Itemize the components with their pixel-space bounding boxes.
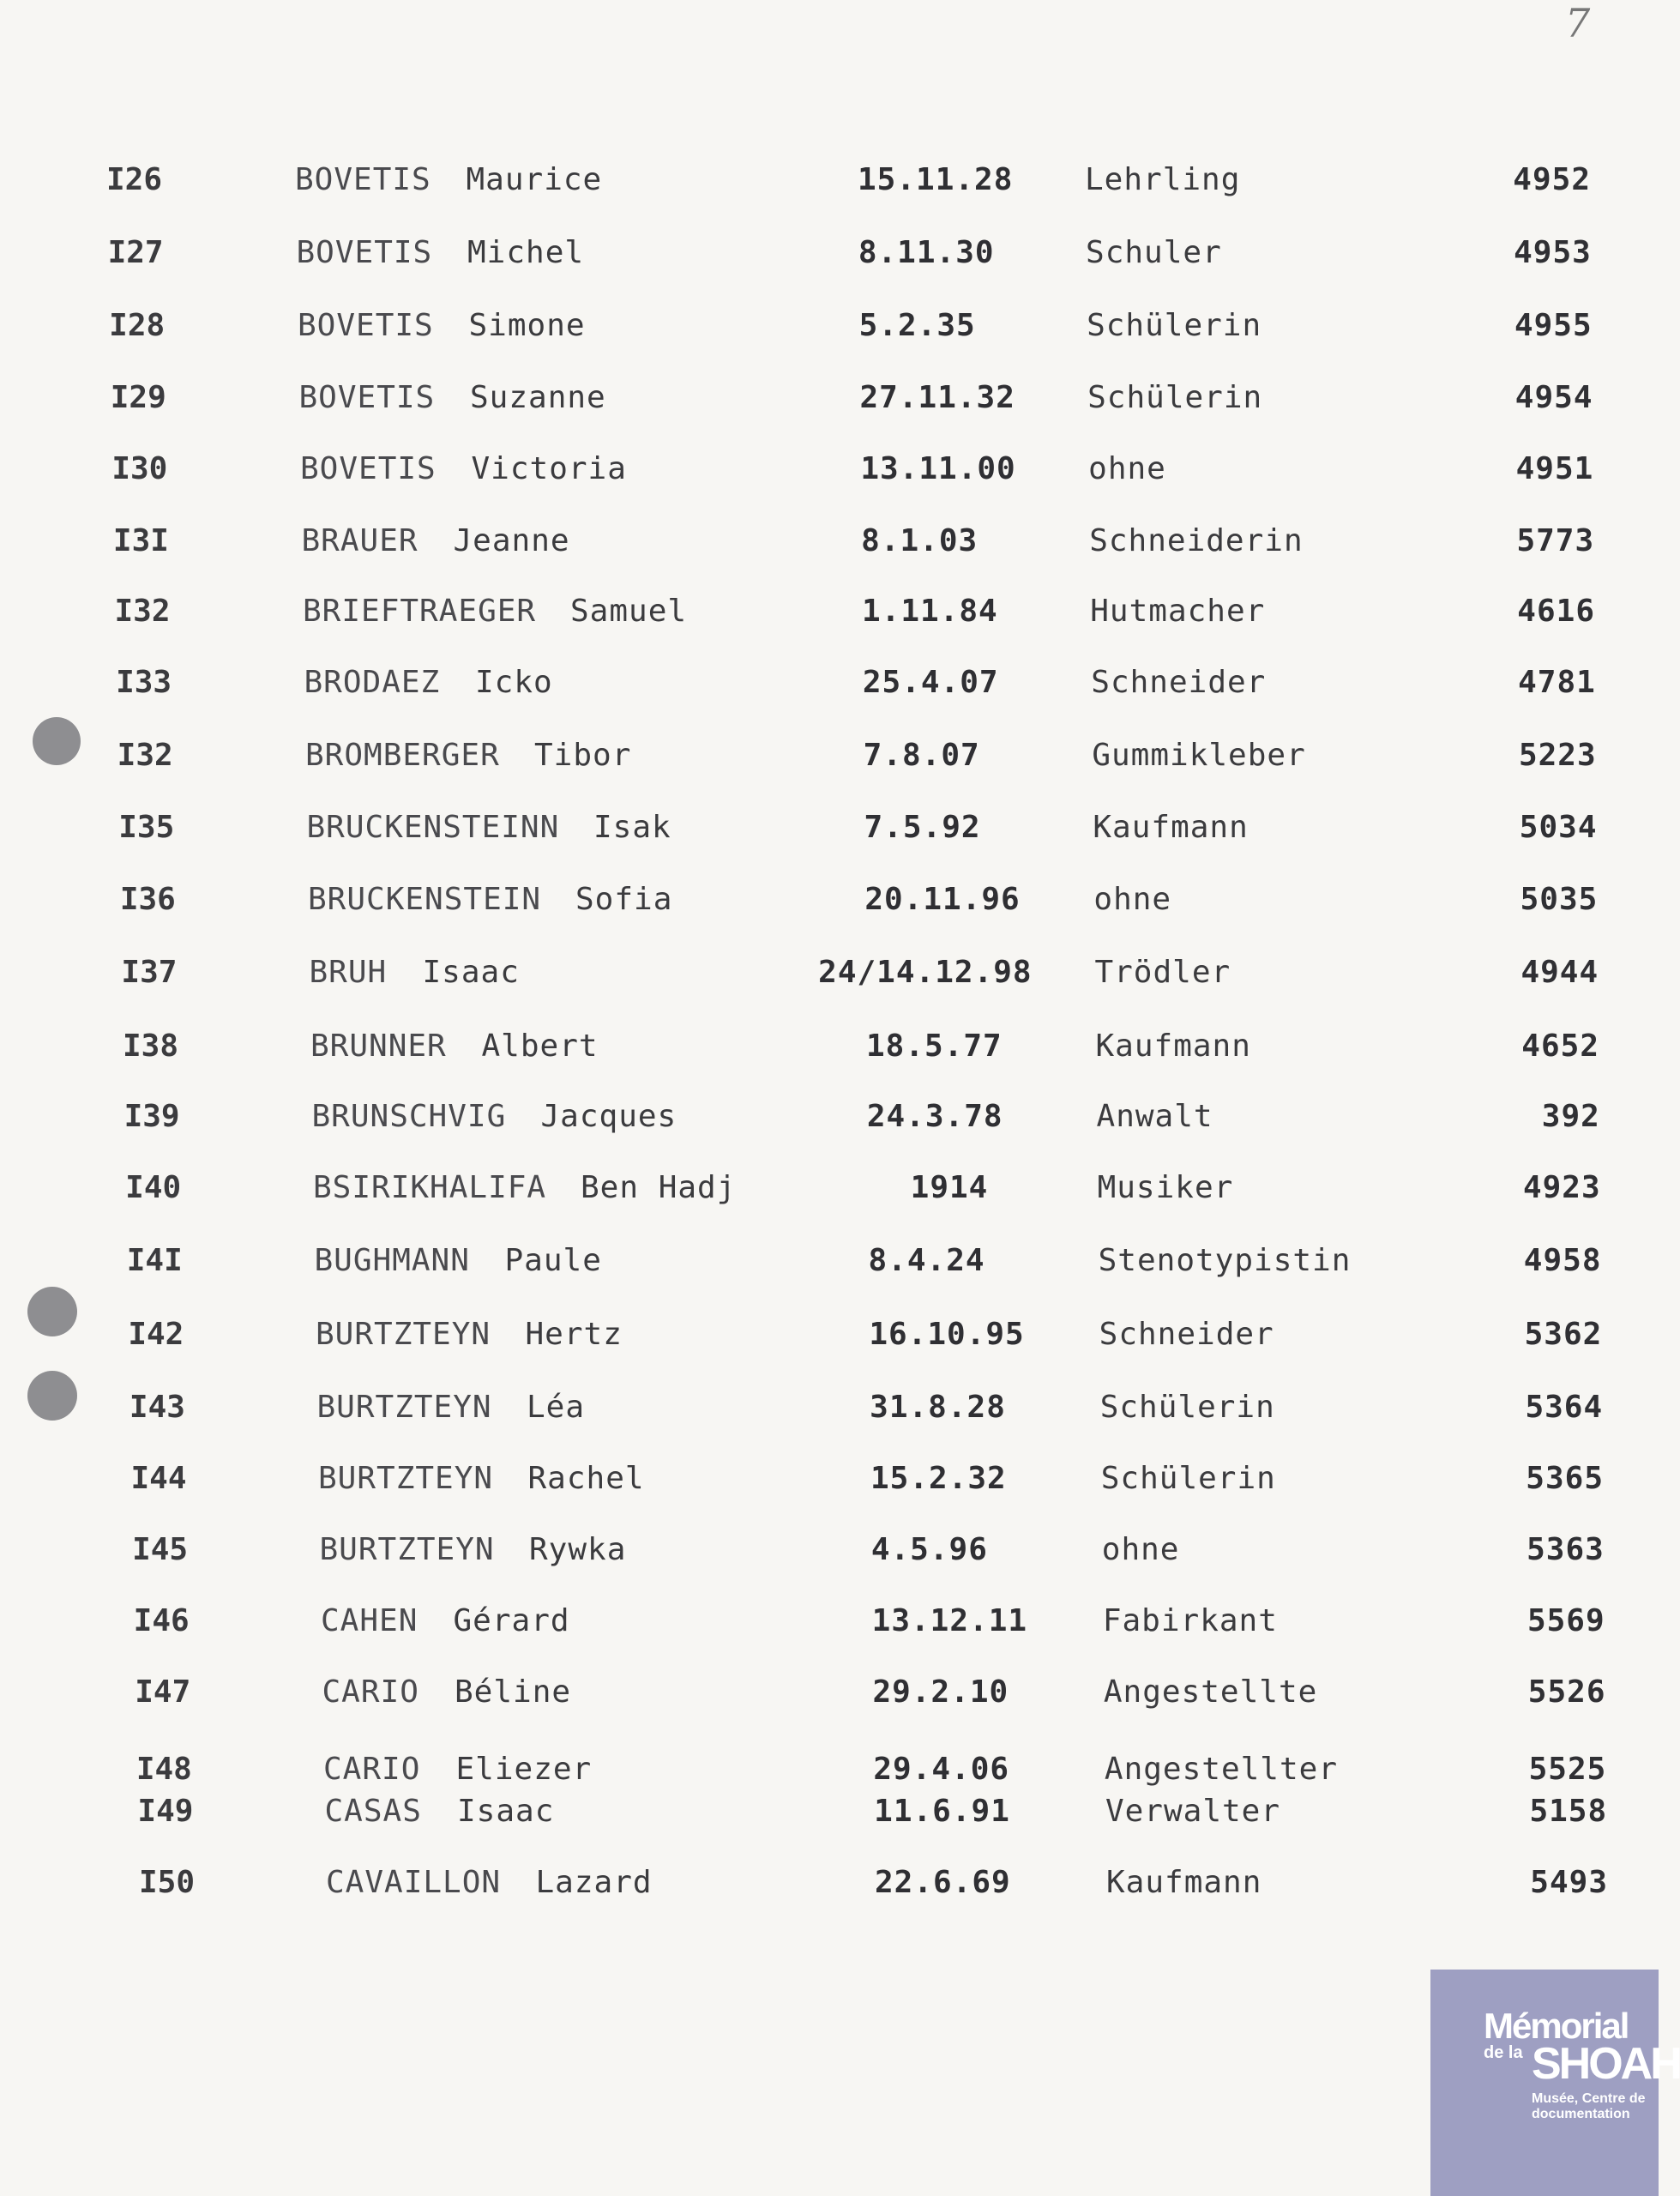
- occupation: Schülerin: [1087, 380, 1263, 415]
- table-row: [0, 1382, 1659, 1433]
- firstname: Béline: [455, 1674, 572, 1710]
- row-number: I29: [110, 380, 166, 415]
- row-number: I48: [135, 1752, 192, 1787]
- surname: BURTZTEYN: [319, 1532, 495, 1567]
- surname: BRUNNER: [310, 1029, 447, 1064]
- surname: CAVAILLON: [326, 1865, 502, 1900]
- surname: BRODAEZ: [304, 665, 441, 700]
- row-number: I33: [116, 665, 172, 700]
- birth-date: 22.6.69: [875, 1865, 1011, 1900]
- row-number: I43: [129, 1390, 185, 1425]
- firstname: Rywka: [529, 1532, 627, 1567]
- occupation: Anwalt: [1096, 1099, 1213, 1134]
- firstname: Michel: [467, 235, 585, 270]
- surname: BRUCKENSTEINN: [306, 810, 560, 845]
- firstname: Samuel: [570, 594, 688, 629]
- surname: BOVETIS: [295, 162, 431, 197]
- occupation: Schuler: [1086, 235, 1222, 270]
- surname: BRIEFTRAEGER: [303, 594, 537, 629]
- surname: BURTZTEYN: [316, 1317, 491, 1352]
- table-row: [0, 1786, 1659, 1837]
- occupation: Hutmacher: [1090, 594, 1266, 629]
- surname: BRUH: [309, 955, 388, 990]
- record-number: 5363: [1526, 1532, 1605, 1567]
- surname: BOVETIS: [296, 235, 433, 270]
- birth-date: 8.1.03: [861, 523, 978, 558]
- occupation: Gummikleber: [1092, 738, 1306, 773]
- table-row: [0, 300, 1659, 352]
- firstname: Victoria: [471, 451, 627, 486]
- table-row: [0, 1021, 1659, 1072]
- record-number: 5223: [1518, 738, 1597, 773]
- row-number: I42: [128, 1317, 184, 1352]
- table-row: [0, 516, 1659, 567]
- record-number: 5773: [1516, 523, 1595, 558]
- row-number: I35: [118, 810, 175, 845]
- row-number: I37: [121, 955, 178, 990]
- birth-date: 31.8.28: [870, 1390, 1006, 1425]
- row-number: I49: [137, 1794, 194, 1829]
- occupation: Kaufmann: [1093, 810, 1249, 845]
- surname: BUGHMANN: [314, 1243, 470, 1278]
- record-number: 5364: [1525, 1390, 1604, 1425]
- birth-date: 7.8.07: [863, 738, 980, 773]
- occupation: Fabirkant: [1102, 1603, 1278, 1638]
- firstname: Léa: [527, 1390, 586, 1425]
- table-row: [0, 1667, 1659, 1718]
- row-number: I44: [130, 1461, 187, 1496]
- logo-text: de la: [1484, 2043, 1523, 2062]
- table-row: [0, 657, 1659, 709]
- birth-date: 1914: [910, 1170, 989, 1205]
- table-row: [0, 443, 1659, 495]
- firstname: Maurice: [466, 162, 603, 197]
- table-row: [0, 874, 1659, 926]
- record-number: 5493: [1530, 1865, 1608, 1900]
- row-number: I3I: [112, 523, 169, 558]
- birth-date: 20.11.96: [864, 882, 1021, 917]
- table-row: [0, 802, 1659, 854]
- occupation: ohne: [1093, 882, 1172, 917]
- table-row: [0, 227, 1659, 279]
- firstname: Suzanne: [470, 380, 606, 415]
- occupation: Schneider: [1091, 665, 1267, 700]
- row-number: I46: [133, 1603, 190, 1638]
- birth-date: 16.10.95: [869, 1317, 1025, 1352]
- record-number: 4923: [1522, 1170, 1601, 1205]
- firstname: Gérard: [453, 1603, 570, 1638]
- table-row: [0, 372, 1659, 424]
- occupation: Schneider: [1099, 1317, 1274, 1352]
- firstname: Isak: [593, 810, 671, 845]
- table-row: [0, 1235, 1659, 1287]
- birth-date: 27.11.32: [859, 380, 1015, 415]
- row-number: I4I: [126, 1243, 183, 1278]
- surname: BOVETIS: [298, 380, 436, 415]
- page-number-mark: 7: [1565, 0, 1591, 46]
- birth-date: 24.3.78: [866, 1099, 1003, 1134]
- birth-date: 25.4.07: [862, 665, 999, 700]
- surname: BROMBERGER: [305, 738, 500, 773]
- record-number: 4952: [1513, 162, 1591, 197]
- birth-date: 4.5.96: [870, 1532, 988, 1567]
- record-number: 4958: [1523, 1243, 1602, 1278]
- occupation: Angestellte: [1103, 1674, 1318, 1710]
- surname: CARIO: [322, 1674, 419, 1710]
- row-number: I28: [109, 308, 166, 343]
- row-number: I26: [106, 162, 163, 197]
- birth-date: 24/14.12.98: [818, 955, 1033, 990]
- firstname: Tibor: [534, 738, 632, 773]
- firstname: Ben Hadj: [581, 1170, 737, 1205]
- record-number: 4951: [1515, 451, 1594, 486]
- logo-text: Musée, Centre de documentation: [1532, 2091, 1646, 2121]
- occupation: Kaufmann: [1095, 1029, 1251, 1064]
- occupation: Schülerin: [1087, 308, 1262, 343]
- row-number: I45: [132, 1532, 189, 1567]
- firstname: Lazard: [535, 1865, 653, 1900]
- birth-date: 8.4.24: [868, 1243, 985, 1278]
- record-number: 5365: [1526, 1461, 1604, 1496]
- row-number: I32: [117, 738, 173, 773]
- birth-date: 29.2.10: [872, 1674, 1009, 1710]
- firstname: Jacques: [540, 1099, 677, 1134]
- table-row: [0, 947, 1659, 998]
- surname: CAHEN: [321, 1603, 418, 1638]
- birth-date: 1.11.84: [862, 594, 998, 629]
- birth-date: 8.11.30: [858, 235, 995, 270]
- surname: BOVETIS: [300, 451, 437, 486]
- firstname: Isaac: [422, 955, 520, 990]
- firstname: Albert: [481, 1029, 599, 1064]
- birth-date: 29.4.06: [873, 1752, 1010, 1787]
- record-number: 392: [1541, 1099, 1600, 1134]
- birth-date: 15.2.32: [870, 1461, 1007, 1496]
- table-row: [0, 1091, 1659, 1143]
- occupation: Stenotypistin: [1098, 1243, 1352, 1278]
- row-number: I36: [119, 882, 176, 917]
- table-row: [0, 586, 1659, 637]
- record-number: 5525: [1528, 1752, 1607, 1787]
- occupation: Verwalter: [1105, 1794, 1281, 1829]
- firstname: Rachel: [527, 1461, 645, 1496]
- birth-date: 7.5.92: [864, 810, 981, 845]
- logo-text: Mémorial: [1484, 2006, 1629, 2046]
- record-number: 4955: [1514, 308, 1593, 343]
- record-number: 4652: [1521, 1029, 1599, 1064]
- firstname: Isaac: [457, 1794, 555, 1829]
- firstname: Hertz: [525, 1317, 623, 1352]
- surname: BRAUER: [301, 523, 418, 558]
- birth-date: 15.11.28: [858, 162, 1014, 197]
- firstname: Simone: [468, 308, 586, 343]
- firstname: Eliezer: [455, 1752, 593, 1787]
- table-row: [0, 1524, 1659, 1576]
- record-number: 5362: [1524, 1317, 1603, 1352]
- row-number: I50: [139, 1865, 196, 1900]
- table-row: [0, 730, 1659, 781]
- table-row: [0, 1857, 1659, 1909]
- occupation: ohne: [1101, 1532, 1180, 1567]
- row-number: I32: [114, 594, 171, 629]
- occupation: Trödler: [1094, 955, 1231, 990]
- birth-date: 18.5.77: [866, 1029, 1003, 1064]
- surname: BSIRIKHALIFA: [313, 1170, 547, 1205]
- record-number: 5035: [1520, 882, 1599, 917]
- occupation: Lehrling: [1085, 162, 1241, 197]
- firstname: Icko: [475, 665, 553, 700]
- firstname: Sofia: [575, 882, 673, 917]
- table-row: [0, 1453, 1659, 1505]
- table-row: [0, 154, 1659, 206]
- surname: BOVETIS: [298, 308, 434, 343]
- surname: BRUNSCHVIG: [311, 1099, 507, 1134]
- occupation: Schneiderin: [1089, 523, 1304, 558]
- surname: BURTZTEYN: [318, 1461, 494, 1496]
- record-number: 4954: [1514, 380, 1593, 415]
- record-number: 4616: [1517, 594, 1595, 629]
- birth-date: 13.12.11: [871, 1603, 1028, 1638]
- row-number: I30: [111, 451, 168, 486]
- birth-date: 13.11.00: [860, 451, 1016, 486]
- table-row: [0, 1162, 1659, 1214]
- record-number: 5526: [1527, 1674, 1606, 1710]
- logo-text: SHOAH: [1532, 2039, 1680, 2089]
- row-number: I38: [123, 1029, 179, 1064]
- surname: CARIO: [323, 1752, 421, 1787]
- occupation: Angestellter: [1104, 1752, 1338, 1787]
- firstname: Jeanne: [453, 523, 570, 558]
- record-number: 4781: [1518, 665, 1596, 700]
- birth-date: 5.2.35: [858, 308, 976, 343]
- row-number: I40: [125, 1170, 182, 1205]
- surname: BURTZTEYN: [316, 1390, 492, 1425]
- record-number: 5034: [1519, 810, 1598, 845]
- firstname: Paule: [504, 1243, 602, 1278]
- occupation: Kaufmann: [1106, 1865, 1262, 1900]
- occupation: Schülerin: [1099, 1390, 1275, 1425]
- row-number: I27: [107, 235, 164, 270]
- record-number: 5158: [1529, 1794, 1608, 1829]
- table-row: [0, 1596, 1659, 1647]
- record-number: 4944: [1520, 955, 1599, 990]
- record-number: 4953: [1514, 235, 1592, 270]
- occupation: ohne: [1088, 451, 1166, 486]
- record-number: 5569: [1526, 1603, 1605, 1638]
- surname: BRUCKENSTEIN: [308, 882, 542, 917]
- surname: CASAS: [324, 1794, 422, 1829]
- table-row: [0, 1309, 1659, 1360]
- occupation: Musiker: [1097, 1170, 1234, 1205]
- row-number: I39: [123, 1099, 180, 1134]
- occupation: Schülerin: [1100, 1461, 1276, 1496]
- row-number: I47: [135, 1674, 191, 1710]
- memorial-logo: [1430, 1970, 1680, 2196]
- birth-date: 11.6.91: [874, 1794, 1010, 1829]
